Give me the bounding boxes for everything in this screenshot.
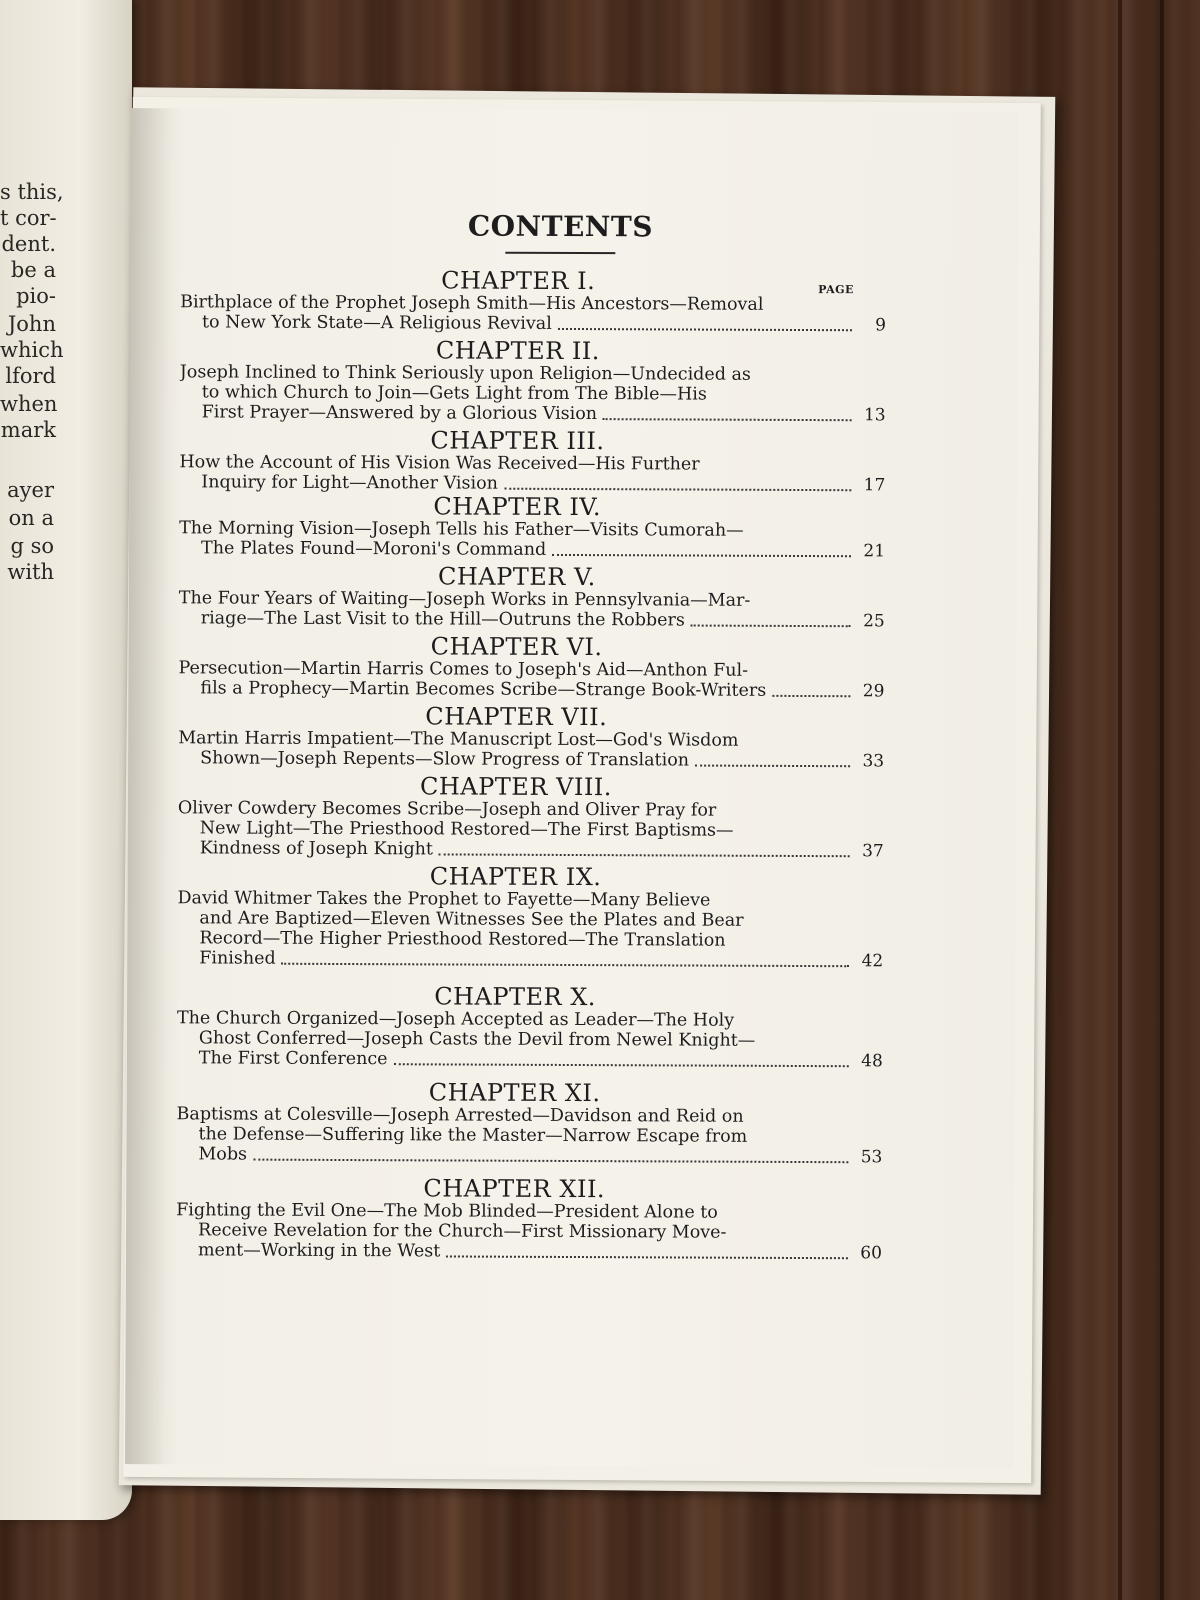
title-rule [505, 252, 615, 254]
chapter-description [179, 452, 855, 495]
left-page-line: mark [0, 418, 56, 442]
dot-leader [253, 1159, 848, 1164]
description-line: Joseph Inclined to Think Seriously upon Religion—Undecided as [179, 362, 751, 385]
description-last-line [177, 1048, 853, 1071]
dot-leader [394, 1063, 849, 1067]
chapter-entry[interactable] [177, 772, 884, 862]
description-line: Record—The Higher Priesthood Restored—The Translation [199, 928, 726, 951]
left-page-line: be a [10, 258, 56, 282]
description-line: The Plates Found—Moroni's Command [200, 538, 547, 560]
description-line: Baptisms at Colesville—Joseph Arrested—Davidson and Reid on [176, 1104, 744, 1127]
chapter-page-number: 13 [863, 405, 886, 426]
description-last-line [180, 312, 856, 335]
chapter-heading: CHAPTER X. [434, 982, 597, 1012]
chapter-entry[interactable] [179, 336, 886, 426]
left-page-line: s this, [0, 180, 64, 204]
chapter-heading: CHAPTER I. [441, 266, 596, 296]
chapter-entry[interactable] [180, 266, 887, 336]
chapter-description [178, 798, 854, 861]
chapter-heading: CHAPTER V. [437, 562, 596, 592]
plank-seam [1160, 0, 1164, 1600]
chapter-entry[interactable] [178, 562, 885, 632]
chapter-entry[interactable] [179, 492, 886, 562]
left-page-line: lford [5, 364, 56, 388]
description-line: Finished [199, 948, 276, 969]
description-last-line [176, 1240, 852, 1263]
chapter-page-number: 21 [863, 541, 886, 562]
left-page-line: g so [10, 534, 54, 558]
left-page-line: dent. [1, 232, 56, 256]
chapter-description [177, 888, 853, 971]
description-line: The First Conference [198, 1048, 388, 1070]
description-line: David Whitmer Takes the Prophet to Fayette—Many Believe [177, 888, 711, 911]
chapter-description [176, 1200, 852, 1263]
dot-leader [504, 488, 851, 492]
description-last-line [178, 678, 854, 701]
chapter-description [180, 292, 856, 335]
left-page-line: on a [8, 506, 54, 530]
description-line: New Light—The Priesthood Restored—The First Baptisms— [199, 818, 734, 841]
page-column-label: PAGE [818, 283, 855, 297]
chapter-heading: CHAPTER IV. [433, 492, 602, 522]
chapter-description [178, 658, 854, 701]
description-line: fils a Prophecy—Martin Becomes Scribe—Strange Book-Writers [200, 678, 767, 701]
chapter-page-number: 17 [863, 475, 886, 496]
description-line: The Church Organized—Joseph Accepted as Leader—The Holy [176, 1008, 735, 1031]
chapter-entry[interactable] [179, 426, 886, 496]
chapter-page-number: 9 [875, 315, 887, 336]
description-line: Mobs [198, 1144, 248, 1165]
dot-leader [695, 765, 850, 768]
chapter-heading: CHAPTER III. [430, 426, 605, 456]
dot-leader [282, 963, 850, 967]
description-line: to which Church to Join—Gets Light from The Bible—His [201, 382, 707, 405]
chapter-description [177, 1008, 853, 1071]
description-last-line [176, 1144, 852, 1167]
description-last-line [178, 838, 854, 861]
description-last-line [177, 948, 853, 971]
description-line: The Morning Vision—Joseph Tells his Father—Visits Cumorah— [179, 518, 744, 541]
description-line: The Four Years of Waiting—Joseph Works in Pennsylvania—Mar- [178, 588, 751, 611]
contents-title: CONTENTS [467, 209, 654, 244]
left-page-line: pio- [16, 284, 56, 308]
description-line: Birthplace of the Prophet Joseph Smith—His Ancestors—Removal [180, 292, 764, 315]
chapter-page-number: 33 [862, 751, 885, 772]
dot-leader [558, 328, 852, 331]
left-page-line: when [0, 392, 58, 416]
chapter-heading: CHAPTER VIII. [419, 772, 613, 802]
description-line: How the Account of His Vision Was Received—His Further [179, 452, 700, 475]
left-page-line: John [7, 312, 56, 336]
chapter-heading: CHAPTER II. [435, 336, 601, 366]
chapter-description [179, 518, 855, 561]
description-line: Ghost Conferred—Joseph Casts the Devil from Newel Knight— [198, 1028, 756, 1051]
dot-leader [772, 695, 850, 697]
left-page-line: with [7, 560, 54, 584]
description-line: to New York State—A Religious Revival [201, 312, 552, 334]
dot-leader [691, 625, 851, 628]
chapter-page-number: 48 [861, 1051, 883, 1072]
description-line: First Prayer—Answered by a Glorious Vision [201, 402, 598, 425]
table-of-contents [125, 108, 1019, 1468]
plank-seam [1118, 0, 1122, 1600]
right-page [125, 108, 1019, 1468]
chapter-description [179, 588, 855, 631]
chapter-description [178, 728, 854, 771]
left-page-line: ayer [7, 478, 54, 502]
chapter-page-number: 60 [860, 1243, 883, 1264]
description-last-line [179, 538, 855, 561]
description-line: Oliver Cowdery Becomes Scribe—Joseph and Oliver Pray for [177, 798, 717, 821]
description-line: Inquiry for Light—Another Vision [201, 472, 498, 494]
chapter-entry[interactable] [177, 862, 884, 972]
description-last-line [178, 748, 854, 771]
description-line: the Defense—Suffering like the Master—Narrow Escape from [198, 1124, 748, 1147]
chapter-page-number: 37 [862, 841, 884, 862]
left-page-line: t cor- [0, 206, 57, 230]
chapter-heading: CHAPTER XII. [423, 1174, 606, 1204]
chapter-description [176, 1104, 852, 1167]
chapter-entry[interactable] [176, 1174, 883, 1264]
dot-leader [603, 418, 852, 421]
chapter-entry[interactable] [178, 702, 885, 772]
chapter-heading: CHAPTER VII. [425, 702, 608, 732]
chapter-heading: CHAPTER VI. [430, 632, 603, 662]
left-page [0, 0, 132, 1520]
dot-leader [446, 1255, 848, 1259]
left-page-line: which [0, 338, 64, 362]
chapter-page-number: 25 [863, 611, 885, 632]
chapter-entry[interactable] [178, 632, 885, 702]
description-line: Persecution—Martin Harris Comes to Joseph's Aid—Anthon Ful- [178, 658, 749, 681]
chapter-heading: CHAPTER IX. [429, 862, 602, 892]
description-line: Shown—Joseph Repents—Slow Progress of Translation [200, 748, 690, 771]
description-line: Kindness of Joseph Knight [199, 838, 434, 860]
chapter-heading: CHAPTER XI. [428, 1078, 601, 1108]
description-line: Fighting the Evil One—The Mob Blinded—President Alone to [176, 1200, 718, 1223]
description-line: Receive Revelation for the Church—First Missionary Move- [198, 1220, 727, 1243]
dot-leader [552, 554, 851, 557]
description-line: ment—Working in the West [197, 1240, 441, 1262]
chapter-page-number: 29 [862, 681, 885, 702]
description-line: Martin Harris Impatient—The Manuscript Lost—God's Wisdom [178, 728, 739, 751]
description-line: riage—The Last Visit to the Hill—Outruns the Robbers [200, 608, 685, 631]
dot-leader [439, 853, 850, 857]
chapter-page-number: 53 [860, 1147, 883, 1168]
description-last-line [180, 402, 856, 425]
chapter-page-number: 42 [861, 951, 884, 972]
description-line: and Are Baptized—Eleven Witnesses See the Plates and Bear [199, 908, 744, 931]
chapter-entry[interactable] [176, 1078, 883, 1168]
chapter-entry[interactable] [176, 982, 883, 1072]
description-last-line [179, 608, 855, 631]
chapter-description [180, 362, 856, 425]
